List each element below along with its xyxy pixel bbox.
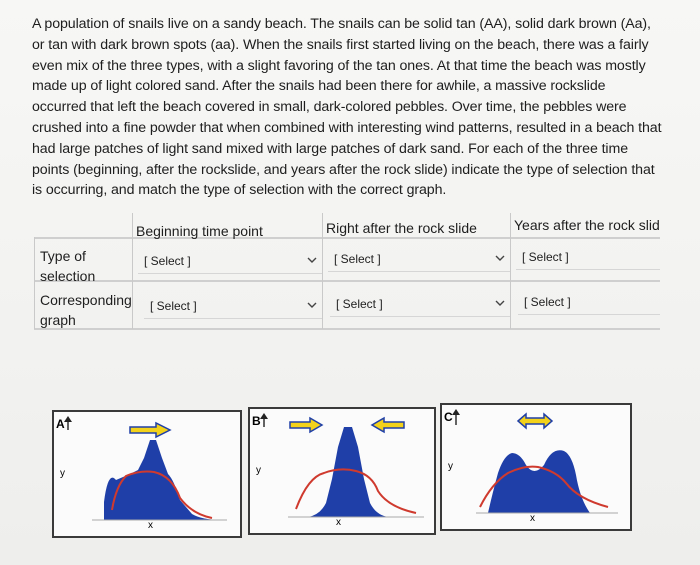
graph-c <box>440 403 632 531</box>
select-type-after-rockslide[interactable] <box>328 247 510 272</box>
chevron-down-icon <box>306 254 318 266</box>
select-value: [ Select ] <box>524 295 571 309</box>
chevron-down-icon <box>494 252 506 264</box>
header-divider <box>34 237 660 239</box>
select-value: [ Select ] <box>522 250 569 264</box>
x-axis-label: x <box>530 513 535 524</box>
graph-letter: B <box>252 414 261 428</box>
graph-b <box>248 407 436 535</box>
graph-letter: C <box>444 410 453 424</box>
graph-letter: A <box>56 417 65 431</box>
column-header-after-rockslide: Right after the rock slide <box>326 220 477 236</box>
x-axis-label: x <box>148 520 153 531</box>
select-value: [ Select ] <box>334 252 381 266</box>
select-type-years-after[interactable] <box>516 245 660 270</box>
select-graph-years-after[interactable] <box>518 290 660 315</box>
question-text: A population of snails live on a sandy beach. The snails can be solid tan (AA), solid dark brown (Aa), or tan with dark brown spots (aa). When the snails first started living on the beach, there was a fairly even mix of the three types, with a slight favoring of the tan ones. At that time the beach was mostly made up of light colored sand. After the snails had been there for awhile, a massive rockslide occurred that left the beach covered in small, dark-colored pebbles. Over time, the pebbles were crushed into a fine powder that when combined with interesting wind patterns, resulted in a beach that had large patches of light sand mixed with large patches of dark sand. For each of the three time points (beginning, after the rockslide, and years after the rock slide) indicate the type of selection that is occurring, and match the type of selection with the correct graph. <box>32 16 662 199</box>
graph-a <box>52 410 242 538</box>
column-header-beginning: Beginning time point <box>136 223 263 239</box>
col-divider <box>510 213 511 329</box>
x-axis-label: x <box>336 517 341 528</box>
y-axis-label: y <box>448 461 453 472</box>
row-label-corresponding-graph: Corresponding graph <box>40 292 132 328</box>
y-axis-label: y <box>60 468 65 479</box>
chevron-down-icon <box>306 299 318 311</box>
select-graph-after-rockslide[interactable] <box>330 292 510 317</box>
chevron-down-icon <box>494 297 506 309</box>
col-divider <box>322 213 323 329</box>
select-value: [ Select ] <box>336 297 383 311</box>
select-value: [ Select ] <box>150 299 197 313</box>
selection-table <box>32 213 662 333</box>
col-divider <box>132 213 133 329</box>
y-axis-label: y <box>256 465 261 476</box>
select-graph-beginning[interactable] <box>144 294 322 319</box>
row-label-type-of-selection: Type of selection <box>40 248 96 284</box>
column-header-years-after: Years after the rock slid <box>514 217 660 233</box>
col-divider <box>34 237 35 329</box>
select-type-beginning[interactable] <box>138 249 322 274</box>
select-value: [ Select ] <box>144 254 191 268</box>
